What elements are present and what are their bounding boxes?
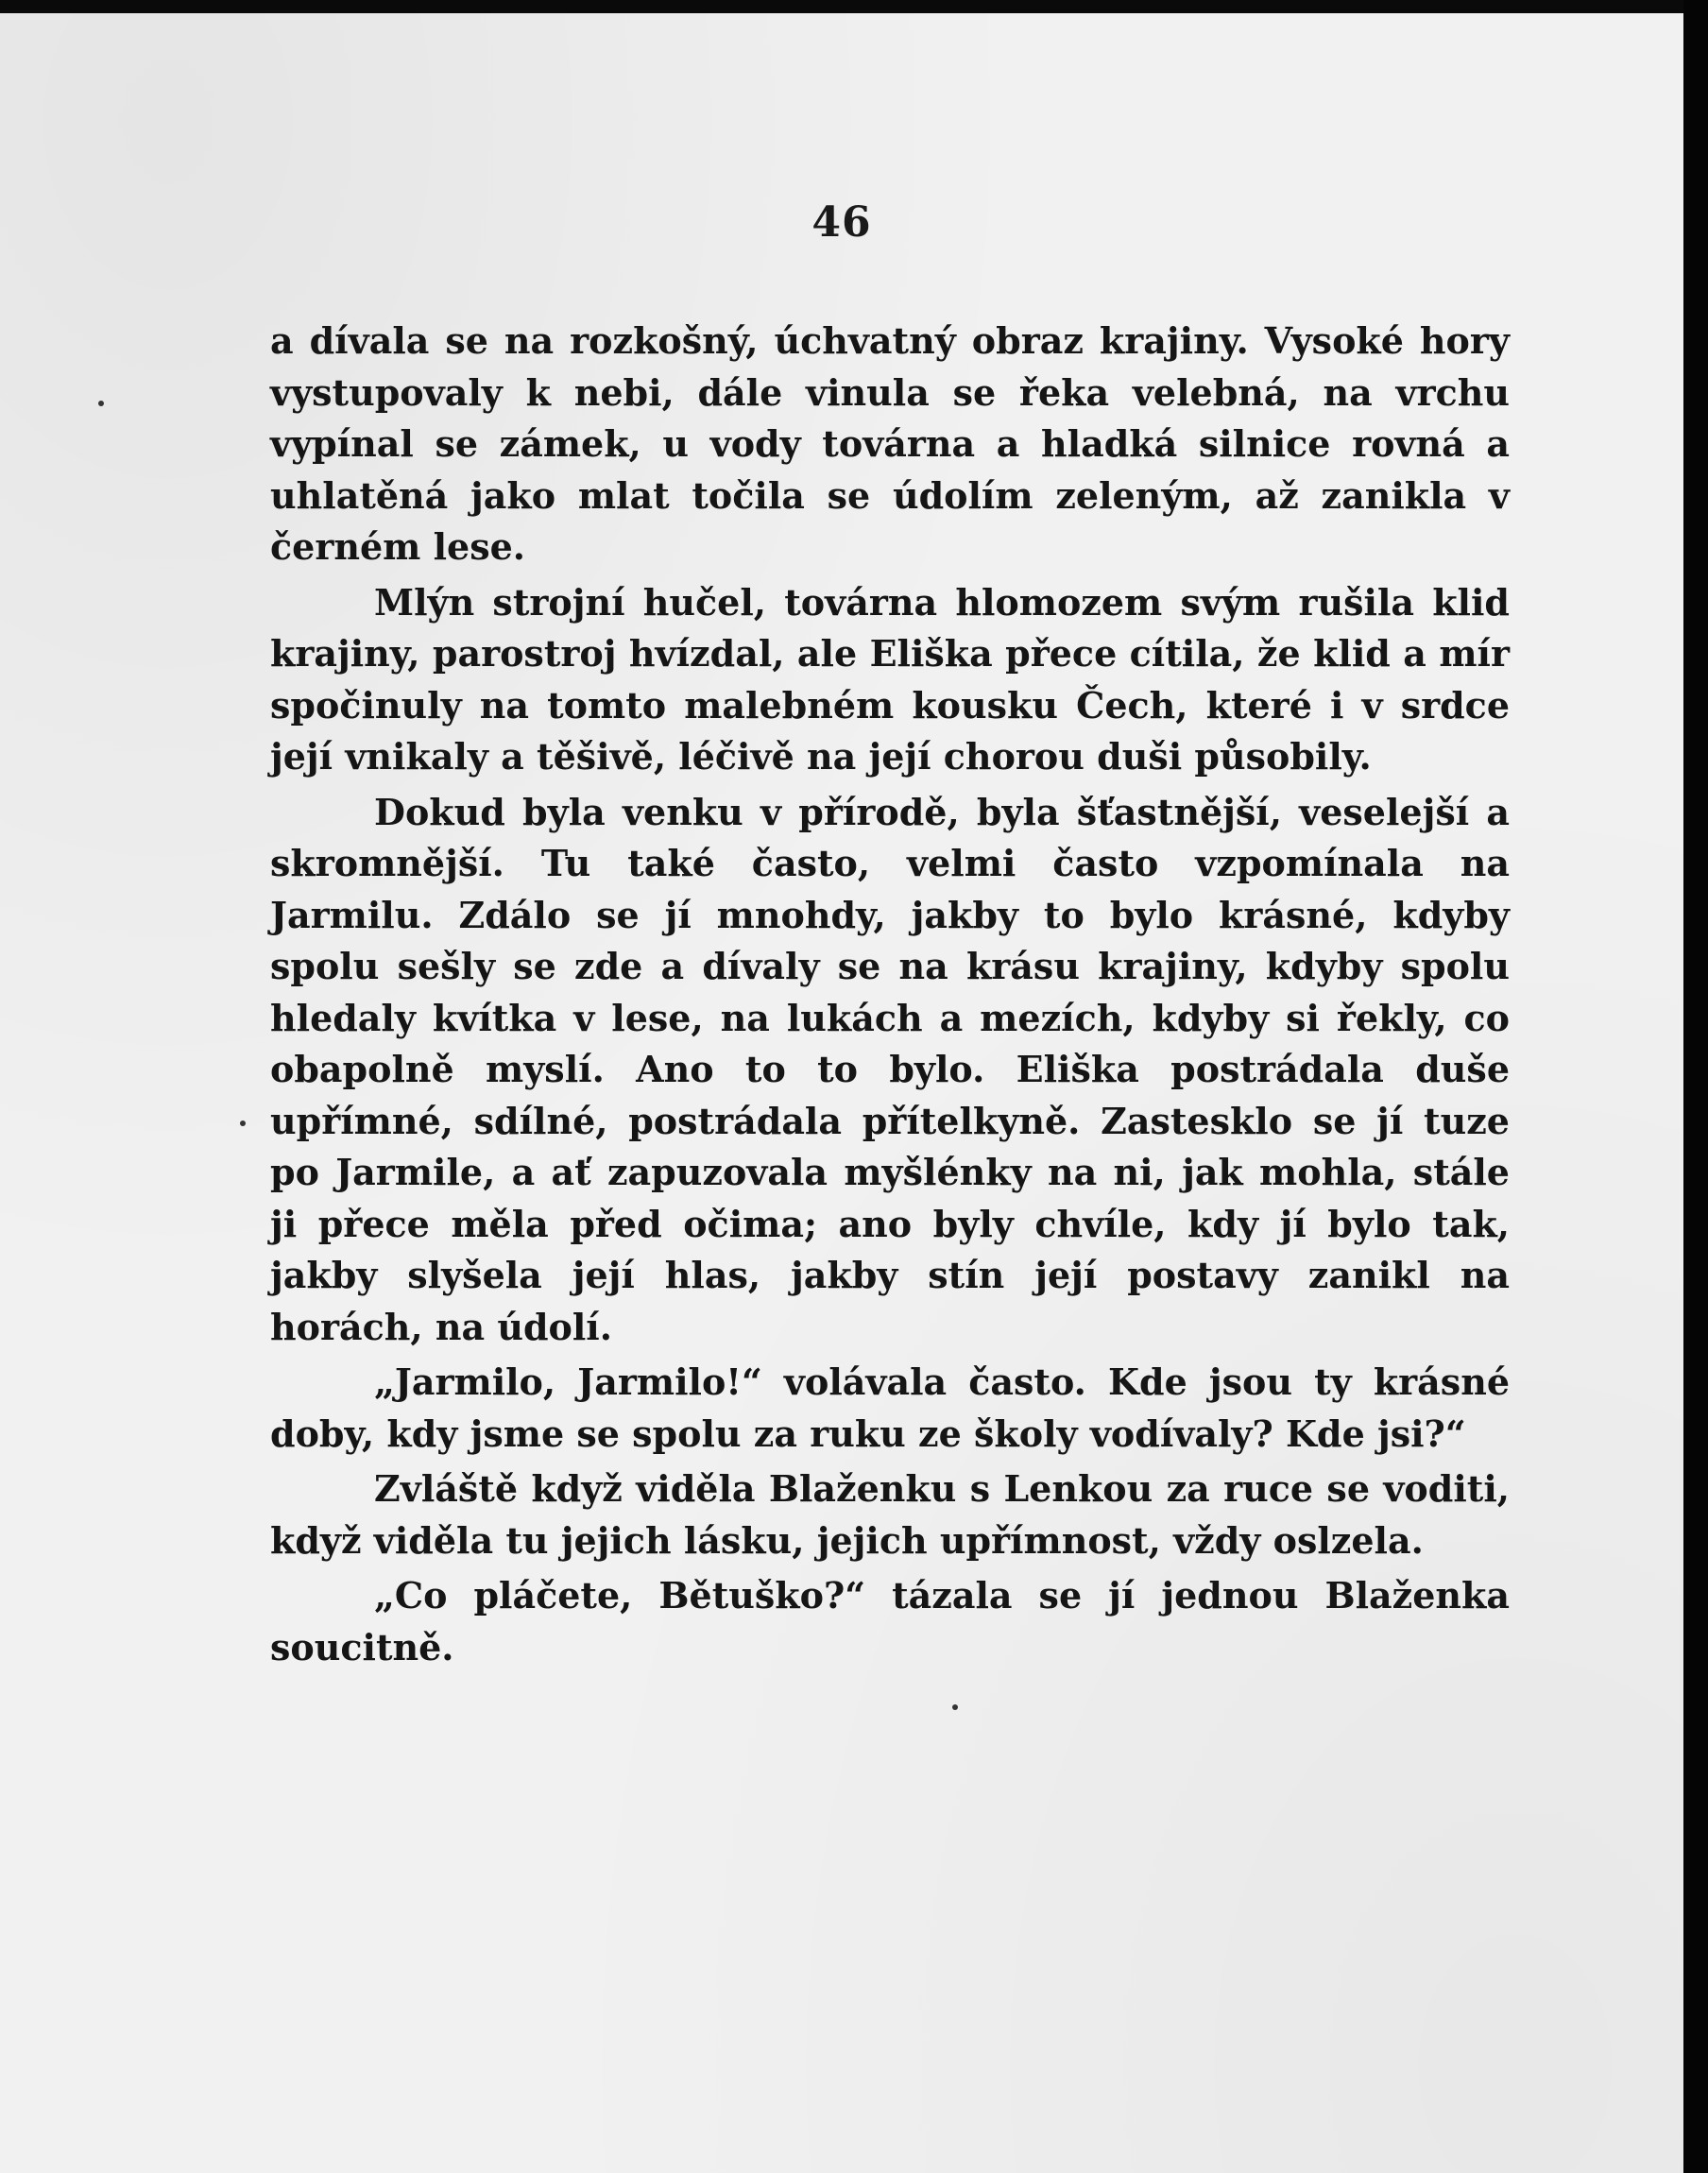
paragraph: Dokud byla venku v přírodě, byla šťastnější, veselejší a skromnější. Tu také často, velmi často vzpomínala na Jarmilu. Zdálo se jí mnohdy, jakby to bylo krásné, kdyby spolu sešly se zde a dívaly se na krásu krajiny, kdyby spolu hledaly kvítka v lese, na lukách a mezích, kdyby si řekly, co obapolně myslí. Ano to to bylo. Eliška postrádala duše upřímné, sdílné, postrádala přítelkyně. Zastesklo se jí tuze po Jarmile, a ať zapuzovala myšlénky na ni, jak mohla, stále ji přece měla před očima; ano byly chvíle, kdy jí bylo tak, jakby slyšela její hlas, jakby stín její postavy zanikl na horách, na údolí.: [270, 790, 1510, 1348]
paragraph: a dívala se na rozkošný, úchvatný obraz krajiny. Vysoké hory vystupovaly k nebi, dále vinula se řeka velebná, na vrchu vypínal se zámek, u vody továrna a hladká silnice rovná a uhlatěná jako mlat točila se údolím zeleným, až zanikla v černém lese.: [270, 319, 1510, 568]
paragraph: Mlýn strojní hučel, továrna hlomozem svým rušila klid krajiny, parostroj hvízdal, ale Eliška přece cítila, že klid a mír spočinuly na tomto malebném kousku Čech, které i v srdce její vnikaly a těšivě, léčivě na její chorou duši působily.: [270, 580, 1510, 778]
book-page: [0, 13, 1683, 2173]
print-speck: [952, 1704, 958, 1710]
print-speck: [240, 1121, 246, 1126]
paragraph: „Co pláčete, Bětuško?“ tázala se jí jednou Blaženka soucitně.: [270, 1574, 1510, 1668]
paragraph: Zvláště když viděla Blaženku s Lenkou za ruce se voditi, když viděla tu jejich lásku, jejich upřímnost, vždy oslzela.: [270, 1467, 1510, 1562]
page-number: 46: [811, 198, 872, 247]
print-speck: [98, 401, 104, 406]
page-text: [270, 316, 1510, 1677]
scan-edge-shadow: [1683, 0, 1708, 2173]
paragraph: „Jarmilo, Jarmilo!“ volávala často. Kde jsou ty krásné doby, kdy jsme se spolu za ruku ze školy vodívaly? Kde jsi?“: [270, 1360, 1510, 1455]
